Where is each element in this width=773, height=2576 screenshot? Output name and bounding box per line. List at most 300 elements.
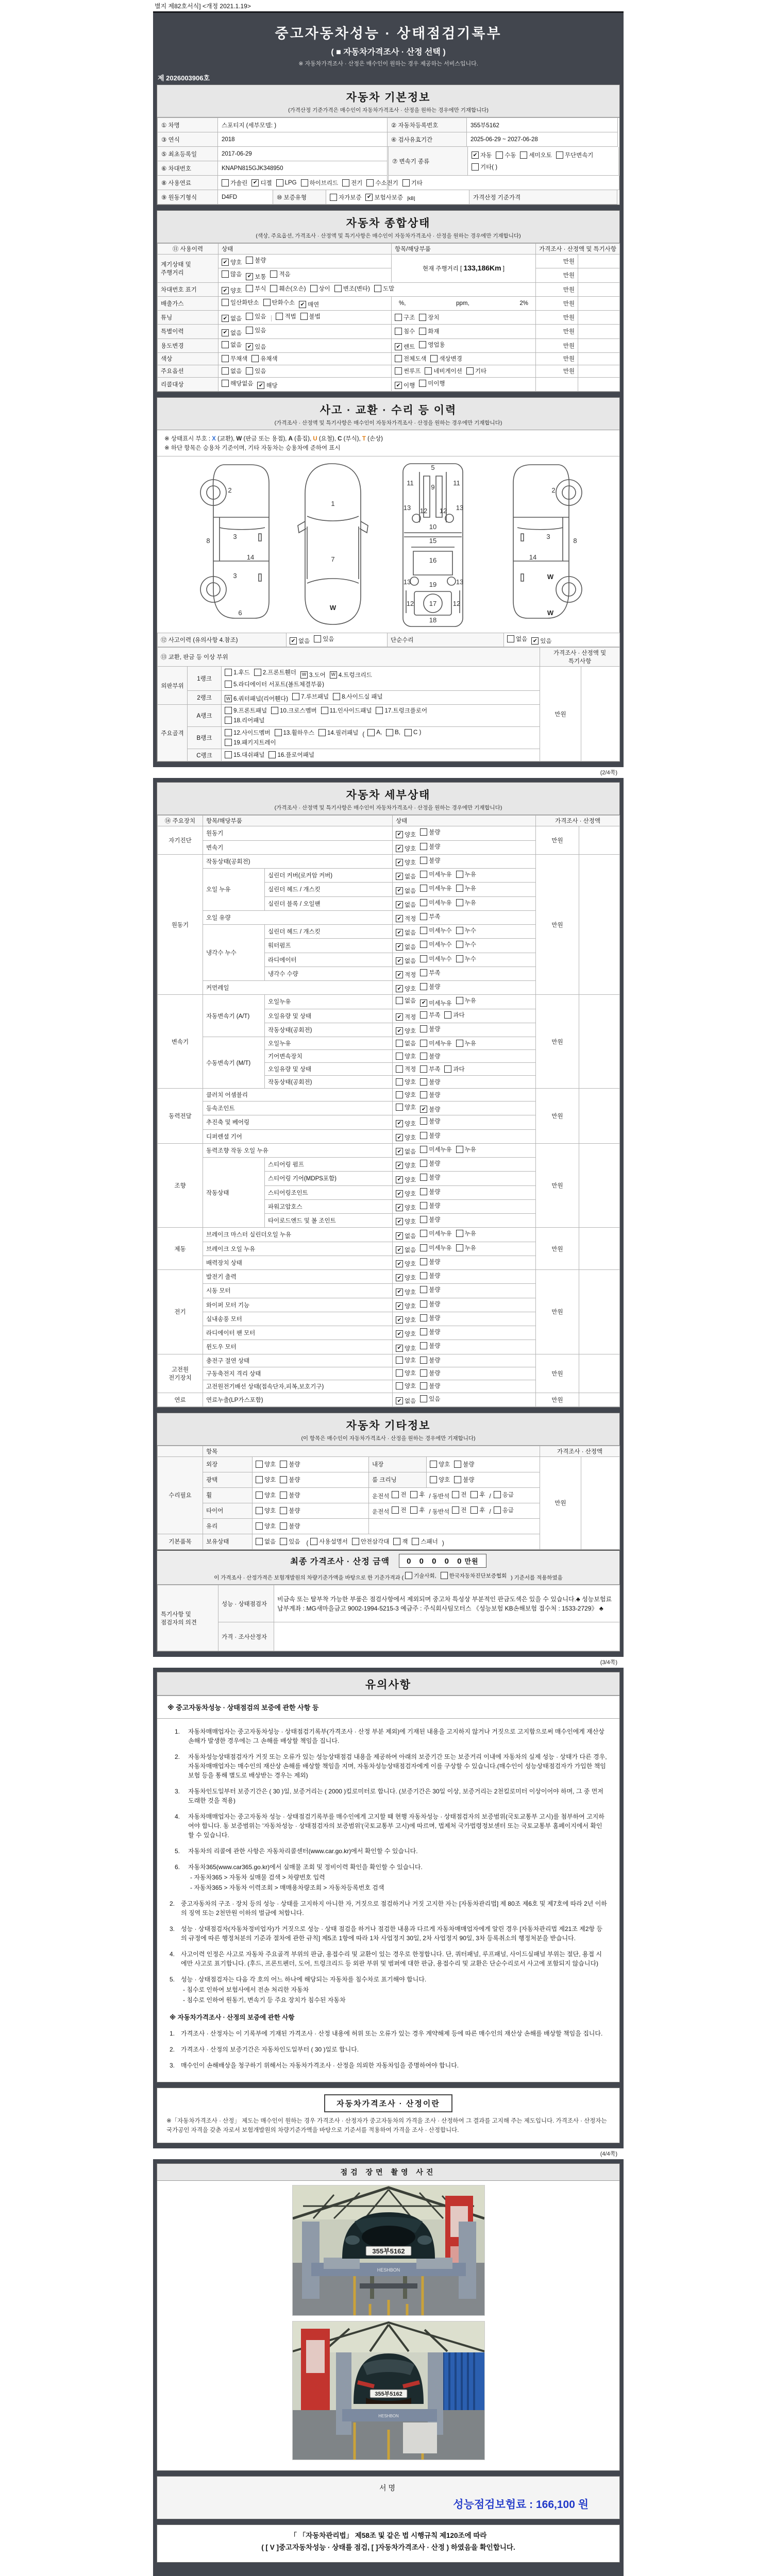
checkbox-option[interactable]: 10.크로스멤버: [271, 706, 317, 715]
checkbox-option[interactable]: 5.라디에이터 서포트(볼트체결부품): [225, 680, 324, 688]
price-cell: 만원: [536, 854, 579, 995]
checkbox-option[interactable]: ✔ 없음: [396, 928, 416, 937]
checkbox-option[interactable]: 2.프론트휀더: [254, 668, 296, 676]
checkbox-option[interactable]: ✔ 매연: [299, 300, 319, 309]
checkbox-option[interactable]: ✔ 있음: [246, 343, 266, 351]
checkbox-option[interactable]: ✔ 양호: [396, 1316, 416, 1324]
checkbox-option[interactable]: C ): [405, 729, 421, 736]
checkbox-option[interactable]: ✔ 양호: [396, 1288, 416, 1296]
state-checks: [393, 840, 536, 854]
checkbox-option[interactable]: B,: [386, 729, 400, 736]
state-checks: [393, 1076, 536, 1089]
checkbox-option[interactable]: 16.플로어패널: [268, 751, 314, 759]
checkbox-option[interactable]: 탄화수소: [263, 298, 295, 307]
checkbox-option[interactable]: 불량: [420, 1131, 440, 1140]
checkbox-option[interactable]: 양호: [430, 1460, 450, 1468]
remarks-table: [157, 1585, 620, 1651]
field-value: 2018: [217, 132, 388, 147]
checkbox-option[interactable]: ✔ 양호: [396, 1302, 416, 1310]
device-group-label: 변속기: [158, 995, 203, 1089]
checkbox-option[interactable]: ✔ 렌트: [395, 343, 415, 351]
checkbox-option[interactable]: 하이브리드: [301, 179, 339, 187]
document-subtitle: ( ■ 자동차가격조사 · 산정 선택 ): [331, 48, 446, 57]
checkbox-option[interactable]: 변조(변타): [334, 284, 370, 293]
checkbox-option[interactable]: 기술사회,: [405, 1572, 436, 1580]
checkbox-option[interactable]: 수동: [496, 151, 516, 159]
rank-label: A랭크: [188, 705, 222, 727]
item-label: 실린더 블록 / 오일팬: [265, 896, 393, 910]
checkbox-option[interactable]: ✔ 보통: [246, 273, 266, 281]
checkbox-option[interactable]: 불량: [420, 1173, 440, 1181]
checkbox-option[interactable]: 양호: [396, 1052, 416, 1060]
checkbox-option[interactable]: 장치: [419, 313, 439, 321]
checkbox-option[interactable]: ✔ 없음: [396, 1147, 416, 1156]
checkbox-option[interactable]: ✔ 이행: [395, 381, 415, 389]
basic-items-label: 기본품목: [158, 1534, 203, 1549]
checkbox-option[interactable]: 미세누유: [420, 884, 451, 892]
checkbox-option[interactable]: 불량: [420, 856, 440, 865]
device-group-label: 조향: [158, 1143, 203, 1228]
final-price-note: 이 가격조사 · 산정가격은 보험개발원의 차량기준가액을 바탕으로 한 기준가격과 ( 기술사회, 한국자동차진단보증협회 ) 기준서를 적용하였음: [157, 1570, 619, 1585]
checkbox-option[interactable]: 썬루프: [395, 367, 421, 375]
checkbox-option[interactable]: 유채색: [251, 354, 277, 363]
checkbox-option[interactable]: 스패너: [412, 1537, 438, 1546]
checkbox-option[interactable]: 불량: [420, 1188, 440, 1196]
checkbox-option[interactable]: A,: [367, 729, 382, 736]
section-etc-info: [157, 1413, 620, 1652]
checkbox-option[interactable]: 미세누유: [420, 1145, 451, 1154]
checkbox-option[interactable]: ✔ 없음: [396, 943, 416, 951]
checkbox-option[interactable]: 미이행: [419, 379, 445, 387]
checkbox-option[interactable]: 불량: [420, 1025, 440, 1033]
checkbox-option[interactable]: ✔ 없음: [396, 957, 416, 965]
simple-repair-checks: [504, 633, 620, 647]
checkbox-option[interactable]: ✔ 양호: [396, 1274, 416, 1282]
panel-number-label: 8: [573, 537, 577, 545]
note-cell: [578, 325, 620, 338]
checkbox-option[interactable]: 불량: [420, 982, 440, 991]
final-price-amount: 0 0 0 0 0만원: [399, 1554, 486, 1568]
checkbox-option[interactable]: 없음: [222, 367, 242, 375]
checkbox-option[interactable]: 누유: [456, 870, 476, 878]
col-state: 상태: [393, 816, 536, 826]
checkbox-option[interactable]: 미세누수: [420, 926, 451, 935]
checkbox-option[interactable]: 기타: [466, 367, 486, 375]
checkbox-option[interactable]: 미세누유: [420, 1244, 451, 1252]
lift-brand-text: HESHBON: [377, 2267, 400, 2273]
panel-number-label: 14: [246, 553, 254, 561]
checkbox-option[interactable]: 사용설명서: [310, 1537, 348, 1546]
checkbox-option[interactable]: 가솔린: [222, 179, 247, 187]
checkbox-option[interactable]: ✔ 없음: [290, 637, 310, 645]
checkbox-option[interactable]: 상이: [310, 284, 330, 293]
sub-item-label: 외장: [203, 1456, 253, 1472]
rank-label: C랭크: [188, 749, 222, 761]
notice-item: 5. 자동차의 리콜에 관한 사항은 자동차리콜센터(www.car.go.kr)에서 확인할 수 있습니다.: [175, 1848, 418, 1855]
field-value: 2017-06-29: [217, 147, 388, 161]
section-basic-header: [157, 85, 619, 117]
checkbox-option[interactable]: 불량: [420, 1258, 440, 1266]
state-checks: [393, 1115, 536, 1129]
panel-number-label: 14: [529, 553, 536, 561]
device-group-label: 전기: [158, 1270, 203, 1354]
checkbox-option[interactable]: W 3.도어: [300, 671, 326, 679]
checkbox-option[interactable]: 불량: [420, 1300, 440, 1308]
field-label: ③ 연식: [157, 132, 218, 147]
note-cell: [579, 1143, 620, 1228]
checkbox-option[interactable]: 있음: [280, 1537, 300, 1546]
checkbox-option[interactable]: ✔ 양호: [396, 844, 416, 853]
checkbox-option[interactable]: ✔ 없음: [396, 901, 416, 909]
checkbox-option[interactable]: 없음: [256, 1537, 276, 1546]
price-cell: 만원: [536, 1228, 579, 1270]
checkbox-option[interactable]: 없음: [507, 635, 527, 643]
detail-state-table: [157, 815, 620, 1407]
panel-number-label: 16: [429, 556, 436, 564]
checkbox-option[interactable]: 불량: [420, 1201, 440, 1210]
price-cell: 만원: [536, 995, 579, 1089]
checkbox-option[interactable]: 불량: [420, 1285, 440, 1294]
state-checks: [393, 1367, 536, 1380]
checkbox-option[interactable]: 적법: [276, 312, 296, 320]
checkbox-option[interactable]: 미세누유: [420, 1039, 451, 1047]
checkbox-option[interactable]: ✔ 양호: [396, 831, 416, 839]
checkbox-option[interactable]: 부족: [420, 969, 440, 977]
checkbox-option[interactable]: ✔ 해당: [257, 381, 277, 389]
checkbox-option[interactable]: 불량: [280, 1522, 300, 1530]
checkbox-option[interactable]: ✔ 적정: [396, 1013, 416, 1021]
checkbox-option[interactable]: ✔ 불량: [420, 1105, 440, 1113]
checkbox-option[interactable]: 불량: [454, 1460, 474, 1468]
checkbox-option[interactable]: 불량: [420, 1078, 440, 1086]
outer-panel-label: 외판부위: [158, 667, 188, 705]
checkbox-option[interactable]: 불법: [300, 312, 321, 320]
panel-number-label: 11: [452, 479, 460, 487]
checkbox-option[interactable]: 누수: [456, 940, 476, 948]
checkbox-option[interactable]: 8.사이드실 패널: [333, 692, 382, 701]
checkbox-option[interactable]: ✔ 양호: [396, 1161, 416, 1170]
checkbox-option[interactable]: 해당없음: [222, 379, 253, 387]
checkbox-option[interactable]: 있음: [314, 635, 334, 643]
checkbox-option[interactable]: 불량: [420, 1159, 440, 1167]
item-sub-label: 오일 누유: [203, 869, 265, 911]
price-cell: 만원: [536, 296, 578, 310]
row-label: 튜닝: [158, 311, 219, 325]
checkbox-option[interactable]: 17.트렁크플로어: [376, 706, 427, 715]
checkbox-option[interactable]: 12.사이드멤버: [225, 728, 271, 737]
checkbox-option[interactable]: LPG: [276, 179, 297, 187]
document-title: 중고자동차성능 · 상태점검기록부: [275, 26, 502, 41]
checkbox-option[interactable]: ✔ 양호: [396, 1217, 416, 1226]
checkbox-option[interactable]: 후: [410, 1506, 425, 1514]
price-cell: 만원: [536, 1089, 579, 1144]
checkbox-option[interactable]: ✔ 양호: [396, 858, 416, 867]
checkbox-option[interactable]: 불량: [420, 842, 440, 851]
rank-items: 12.사이드멤버 13.휠하우스 14.필러패널 ( A, B, C ) 19.패키지트레이: [222, 727, 540, 749]
checkbox-option[interactable]: 양호: [396, 1356, 416, 1364]
checkbox-option[interactable]: ✔ 없음: [222, 314, 242, 323]
state-checks: [393, 939, 536, 953]
checkbox-option[interactable]: ✔ 없음: [396, 1232, 416, 1240]
checkbox-option[interactable]: ✔ 있음: [531, 637, 551, 645]
checkbox-option[interactable]: 전: [452, 1506, 466, 1514]
checkbox-option[interactable]: 부족: [420, 1065, 440, 1073]
state-checks: [393, 925, 536, 939]
checkbox-option[interactable]: 적음: [270, 270, 290, 278]
checkbox-option[interactable]: 양호: [396, 1103, 416, 1111]
price-info-text: ※「자동차가격조사 · 산정」 제도는 매수인이 원하는 경우 가격조사 · 산정자가 중고자동차의 가격을 조사 · 산정하여 그 결과를 고지해 주는 제도입니다. 가격조사 · 산정자는 국가공인 자격을 갖춘 자로서 보험개발원의 차량기준가액을 바탕으로 기준서를 적용하여 가격을 조사 · 산정합니다.: [166, 2118, 607, 2133]
checkbox-option[interactable]: 불량: [420, 1314, 440, 1322]
checkbox-option[interactable]: ✔ 적정: [396, 914, 416, 923]
checkbox-option[interactable]: 전체도색: [395, 354, 426, 363]
checkbox-option[interactable]: 누유: [456, 1039, 476, 1047]
checkbox-option[interactable]: 도말: [374, 284, 394, 293]
checkbox-option[interactable]: ✔ 없음: [396, 887, 416, 895]
checkbox-option[interactable]: 기타( ): [472, 163, 497, 171]
checkbox-option[interactable]: 침수: [395, 327, 415, 335]
checkbox-option[interactable]: 1.후드: [225, 668, 250, 676]
checkbox-option[interactable]: ✔ 보험사보증: [365, 193, 403, 201]
state-checks: [393, 1129, 536, 1143]
state-checks: [253, 1456, 369, 1472]
state-code: W: [236, 436, 242, 442]
checkbox-option[interactable]: 미세누유: [420, 899, 451, 907]
checkbox-option[interactable]: 누수: [456, 955, 476, 963]
checkbox-option[interactable]: ✔ 양호: [396, 1190, 416, 1198]
checkbox-option[interactable]: 양호: [396, 1369, 416, 1377]
checkbox-option[interactable]: ✔ 양호: [396, 1330, 416, 1338]
checkbox-option[interactable]: 있음: [420, 1395, 440, 1403]
checkbox-option[interactable]: 적정: [396, 1065, 416, 1073]
section-photos: [157, 2163, 620, 2471]
item-label: 오일유량 및 상태: [265, 1009, 393, 1023]
notice-subtitle-1: ※ 중고자동차성능 · 상태점검의 보증에 관한 사항 등: [157, 1696, 619, 1719]
checkbox-option[interactable]: 수소전기: [366, 179, 398, 187]
checkbox-option[interactable]: ✔ 양호: [396, 1027, 416, 1035]
state-checks: [393, 1023, 536, 1037]
checkbox-option[interactable]: ✔ 양호: [396, 1176, 416, 1184]
checkbox-option[interactable]: 있음: [246, 312, 266, 320]
checkbox-option[interactable]: 15.대쉬패널: [225, 751, 264, 759]
checkbox-option[interactable]: 9.프론트패널: [225, 706, 267, 715]
checkbox-option[interactable]: 불량: [420, 1091, 440, 1099]
checkbox-option[interactable]: ✔ 양호: [396, 1133, 416, 1142]
checkbox-option[interactable]: 양호: [256, 1491, 276, 1499]
checkbox-option[interactable]: 19.패키지트레이: [225, 738, 276, 747]
item-label: 구동축전지 격리 상태: [203, 1367, 393, 1380]
checkbox-option[interactable]: 누유: [456, 1145, 476, 1154]
checkbox-option[interactable]: 과다: [444, 1011, 464, 1019]
checkbox-option[interactable]: 13.휠하우스: [275, 728, 314, 737]
item-label: 라디에이터: [265, 953, 393, 967]
checkbox-option[interactable]: 과다: [444, 1065, 464, 1073]
car-underbody-view: [403, 464, 463, 626]
checkbox-option[interactable]: 누유: [456, 899, 476, 907]
checkbox-option[interactable]: 없음: [396, 996, 416, 1005]
checkbox-option[interactable]: ✔ 양호: [396, 1120, 416, 1128]
checkbox-option[interactable]: 누유: [456, 1244, 476, 1252]
checkbox-option[interactable]: 누유: [456, 884, 476, 892]
state-checks: [253, 1472, 369, 1487]
checkbox-option[interactable]: 불량: [280, 1476, 300, 1484]
checkbox-option[interactable]: 불량: [420, 828, 440, 836]
checkbox-option[interactable]: 전: [392, 1490, 406, 1499]
state-checks: [393, 883, 536, 896]
checkbox-option[interactable]: 전기: [342, 179, 362, 187]
checkbox-option[interactable]: 없음: [222, 341, 242, 349]
checkbox-option[interactable]: 불량: [420, 1272, 440, 1280]
note-cell: [579, 1354, 620, 1393]
item-cell: [392, 325, 536, 338]
state-checks: [393, 967, 536, 980]
checkbox-option[interactable]: 일산화탄소: [222, 298, 259, 307]
checkbox-option[interactable]: 무단변속기: [556, 151, 594, 159]
checkbox-option[interactable]: 불량: [454, 1476, 474, 1484]
checkbox-option[interactable]: 양호: [256, 1460, 276, 1468]
checkbox-option[interactable]: 네비게이션: [425, 367, 462, 375]
section-overall-title: 자동차 종합상태: [346, 217, 431, 229]
checkbox-option[interactable]: 7.루브패널: [292, 692, 329, 701]
checkbox-option[interactable]: 불량: [280, 1460, 300, 1468]
checkbox-option[interactable]: 양호: [430, 1476, 450, 1484]
checkbox-option[interactable]: 구조: [395, 313, 415, 321]
checkbox-option[interactable]: 미세누수: [420, 955, 451, 963]
checkbox-option[interactable]: 누유: [456, 996, 476, 1005]
inspection-photo-front: [292, 2185, 485, 2316]
checkbox-option[interactable]: 양호: [396, 1091, 416, 1099]
checkbox-option[interactable]: 누수: [456, 926, 476, 935]
inspector-label: 성능 · 상태점검자: [219, 1585, 274, 1622]
device-group-label: 동력전달: [158, 1089, 203, 1144]
checkbox-option[interactable]: 양호: [256, 1522, 276, 1530]
sub-item-label: 휠: [203, 1487, 253, 1503]
item-label: 와이퍼 모터 기능: [203, 1298, 393, 1312]
checkbox-option[interactable]: 영업용: [419, 341, 445, 349]
state-checks: [393, 1199, 536, 1213]
checkbox-option[interactable]: 양호: [256, 1476, 276, 1484]
item-cell: [392, 365, 536, 377]
section-overall-header: [157, 211, 619, 243]
checkbox-option[interactable]: ✔ 미세누유: [420, 999, 451, 1007]
checkbox-option[interactable]: 불량: [420, 1328, 440, 1336]
checkbox-option[interactable]: W 4.트렁크리드: [330, 671, 372, 679]
appraiser-label: 가격 · 조사산정자: [219, 1622, 274, 1651]
checkbox-option[interactable]: 자가보증: [330, 193, 361, 201]
empty-cell: [369, 1518, 540, 1534]
panel-number-label: 13: [403, 578, 411, 586]
checkbox-option[interactable]: 양호: [396, 1382, 416, 1390]
checkbox-option[interactable]: 부족: [420, 912, 440, 921]
panel-number-label: 2: [551, 486, 556, 494]
checkbox-option[interactable]: 후: [410, 1490, 425, 1499]
checkbox-option[interactable]: W 6.쿼터패널(리어휀다): [225, 694, 288, 703]
checkbox-option[interactable]: 후: [470, 1506, 485, 1514]
checkbox-option[interactable]: 불량: [420, 1215, 440, 1224]
price-info-title: 자동차가격조사 · 산정이란: [324, 2094, 452, 2112]
page-marker-2: (2/4쪽): [153, 767, 624, 778]
document-note: ※ 자동차가격조사 · 산정은 매수인이 원하는 경우 제공하는 서비스입니다.: [298, 61, 478, 67]
checkbox-option[interactable]: 잭: [393, 1537, 408, 1546]
checkbox-option[interactable]: 미세누유: [420, 870, 451, 878]
notice-item: 4. 사고이력 인정은 사고로 자동차 주요골격 부위의 판금, 용접수리 및 교환이 있는 경우로 한정합니다. 단, 쿼터패널, 루프패널, 사이드실패널 부위는 절단, 용접 시에만 사고로 표기합니다. (후드, 프론트펜더, 도어, 트렁크리드 등 외판 부위 및 범퍼에 대한 판금, 용접수리 및 교환은 단순수리로서 사고에 포함되지 않습니다): [170, 1951, 602, 1968]
checkbox-option[interactable]: 14.필러패널: [318, 728, 358, 737]
checkbox-option[interactable]: 전: [392, 1506, 406, 1514]
checkbox-option[interactable]: ✔ 적정: [396, 971, 416, 979]
checkbox-option[interactable]: 많음: [222, 270, 242, 278]
checkbox-option[interactable]: 안전삼각대: [352, 1537, 390, 1546]
checkbox-option[interactable]: 불량: [420, 1382, 440, 1390]
checkbox-option[interactable]: 불량: [420, 1369, 440, 1377]
checkbox-option[interactable]: 기타: [402, 179, 423, 187]
checkbox-option[interactable]: 응급: [494, 1490, 514, 1499]
checkbox-option[interactable]: 불량: [280, 1491, 300, 1499]
field-label: ⑩ 보증유형: [273, 190, 326, 205]
checkbox-option[interactable]: ✔ 없음: [396, 1397, 416, 1405]
checkbox-option[interactable]: 후: [470, 1490, 485, 1499]
checkbox-option[interactable]: ✔ 양호: [396, 1344, 416, 1352]
checkbox-option[interactable]: 불량: [420, 1117, 440, 1125]
checkbox-option[interactable]: 한국자동차진단보증협회: [441, 1572, 507, 1580]
checkbox-option[interactable]: 불량: [246, 256, 266, 264]
section-etc-title: 자동차 기타정보: [346, 1419, 431, 1432]
checkbox-option[interactable]: ✔ 자동: [472, 151, 492, 159]
etc-info-table: [157, 1446, 620, 1550]
checkbox-option[interactable]: 미세누유: [420, 1229, 451, 1238]
checkbox-option[interactable]: 11.인사이드패널: [321, 706, 372, 715]
checkbox-option[interactable]: 전: [452, 1490, 466, 1499]
checkbox-option[interactable]: 누유: [456, 1229, 476, 1238]
price-cell: [536, 377, 578, 391]
main-frame-label: 주요골격: [158, 705, 188, 761]
checkbox-option[interactable]: ✔ 양호: [222, 286, 242, 295]
checkbox-option[interactable]: ✔ 디젤: [251, 179, 272, 187]
checkbox-option[interactable]: ✔ 없음: [222, 329, 242, 337]
item-label: 충전구 절연 상태: [203, 1354, 393, 1367]
checkbox-option[interactable]: 색상변경: [430, 354, 462, 363]
checkbox-option[interactable]: 불량: [420, 1342, 440, 1350]
rank-label: 2랭크: [188, 690, 222, 705]
checkbox-option[interactable]: 양호: [396, 1078, 416, 1086]
checkbox-option[interactable]: 응급: [494, 1506, 514, 1514]
checkbox-option[interactable]: 세미오토: [520, 151, 551, 159]
checkbox-option[interactable]: 불량: [420, 1356, 440, 1364]
col-state: 상태: [219, 244, 392, 255]
state-code: T: [362, 436, 366, 442]
checkbox-option[interactable]: ✔ 양호: [396, 1204, 416, 1212]
checkbox-option[interactable]: 부식: [246, 284, 266, 293]
checkbox-option[interactable]: 화재: [419, 327, 439, 335]
checkbox-option[interactable]: ✔ 양호: [396, 985, 416, 993]
state-checks: [393, 1089, 536, 1101]
checkbox-option[interactable]: 부족: [420, 1011, 440, 1019]
checkbox-option[interactable]: 양호: [256, 1506, 276, 1515]
checkbox-option[interactable]: 미세누수: [420, 940, 451, 948]
item-label: 추진축 및 베어링: [203, 1115, 393, 1129]
checkbox-option[interactable]: 무채색: [222, 354, 247, 363]
checkbox-option[interactable]: 훼손(오손): [270, 284, 306, 293]
checkbox-option[interactable]: 18.리어패널: [225, 716, 264, 724]
checkbox-option[interactable]: 불량: [280, 1506, 300, 1515]
checkbox-option[interactable]: ✔ 없음: [396, 1246, 416, 1254]
field-value: 자가보증 ✔ 보험사보증 [kB]: [326, 190, 469, 205]
checkbox-option[interactable]: ✔ 양호: [222, 258, 242, 266]
checkbox-option[interactable]: 불량: [420, 1052, 440, 1060]
checkbox-option[interactable]: ✔ 없음: [396, 872, 416, 880]
checkbox-option[interactable]: 있음: [246, 326, 266, 334]
checkbox-option[interactable]: 있음: [246, 367, 266, 375]
checkbox-option[interactable]: ✔ 양호: [396, 1260, 416, 1268]
checkbox-option[interactable]: 없음: [396, 1039, 416, 1047]
